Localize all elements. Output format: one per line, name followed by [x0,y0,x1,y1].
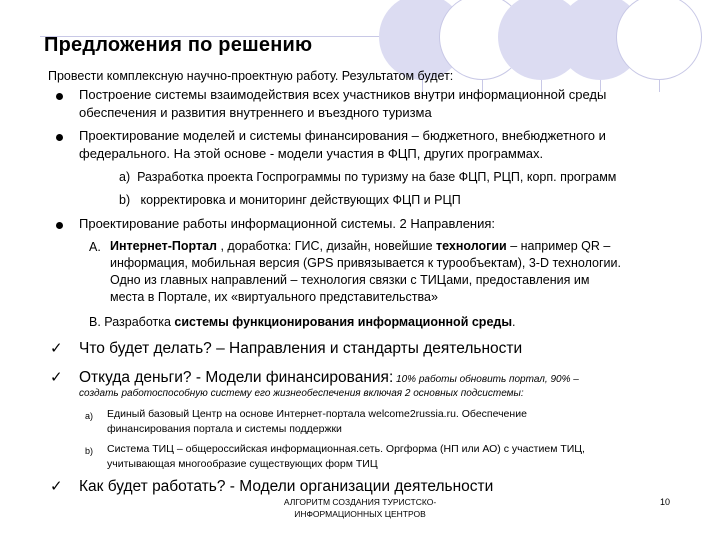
bullet-dot [56,134,63,141]
direction-a-marker: A. [89,240,101,254]
item-b [107,442,585,472]
direction-a [110,238,621,306]
footer-line: АЛГОРИТМ СОЗДАНИЯ ТУРИСТСКО- [283,497,437,507]
footer-line: ИНФОРМАЦИОННЫХ ЦЕНТРОВ [294,509,426,519]
direction-a-line: места в Портале, их «виртуального представительства» [110,290,438,304]
sub-marker: b) [119,193,131,207]
direction-b-marker: B. [89,315,101,329]
question-2-note: 10% работы обновить портал, 90% – [393,374,579,385]
footer-title [240,496,480,520]
bullet-2 [79,127,606,163]
portal-label: Интернет-Портал [110,239,217,253]
item-a-marker: a) [85,411,94,421]
question-2-text: Откуда деньги? - Модели финансирования: [79,369,394,386]
bullet-1-line: обеспечения и развития внутреннего и въездного туризма [79,105,432,120]
intro-text: Провести комплексную научно-проектную работу. Результатом будет: [48,69,454,83]
direction-a-line: Одно из главных направлений – технология связки с ТИЦами, предоставления им [110,273,590,287]
slide-title: Предложения по решению [44,34,313,56]
direction-a-text: – например QR – [506,239,611,253]
direction-a-text: , доработка: ГИС, дизайн, новейшие [216,239,436,253]
question-2 [79,369,579,387]
direction-b-text: . [512,315,516,329]
bullet-3: Проектирование работы информационной системы. 2 Направления: [79,216,496,231]
item-a-line: финансирования портала и системы поддержки [107,423,342,435]
question-2-note-line2: создать работоспособную систему его жизнеобеспечения включая 2 основных подсистемы: [79,388,524,399]
sub-marker: a) [119,170,131,184]
checkmark-icon: ✓ [50,340,63,357]
direction-b-bold: системы функционирования информационной среды [174,315,513,329]
direction-b [89,313,516,331]
sub-text: корректировка и мониторинг действующих ФЦП и РЦП [140,193,461,207]
checkmark-icon: ✓ [50,369,63,386]
bullet-1-line: Построение системы взаимодействия всех участников внутри информационной среды [79,87,607,102]
question-3: Как будет работать? - Модели организации деятельности [79,478,494,495]
bullet-dot [56,93,63,100]
sub-item-b [119,191,461,209]
page-number: 10 [660,497,671,507]
sub-text: Разработка проекта Госпрограммы по туризму на базе ФЦП, РЦП, корп. программ [137,170,617,184]
deco-circle [616,0,702,80]
bullet-dot [56,222,63,229]
direction-b-text: Разработка [104,315,175,329]
technology-label: технологии [436,239,507,253]
checkmark-icon: ✓ [50,478,63,495]
bullet-2-line: Проектирование моделей и системы финансирования – бюджетного, внебюджетного и [79,128,606,143]
bullet-1 [79,86,606,122]
sub-item-a [119,168,616,186]
item-a-line: Единый базовый Центр на основе Интернет-портала welcome2russia.ru. Обеспечение [107,408,527,420]
item-b-marker: b) [85,446,94,456]
bullet-2-line: федерального. На этой основе - модели участия в ФЦП, других программах. [79,146,544,161]
question-1: Что будет делать? – Направления и стандарты деятельности [79,340,523,357]
item-b-line: Система ТИЦ – общероссийская информационная.сеть. Оргформа (НП или АО) с участием ТИЦ, [107,443,585,455]
item-a [107,407,527,437]
direction-a-line: информация, мобильная версия (GPS привязывается к турообъектам), 3-D технологии. [110,256,621,270]
item-b-line: учитывающая многообразие существующих форм ТИЦ [107,458,378,470]
